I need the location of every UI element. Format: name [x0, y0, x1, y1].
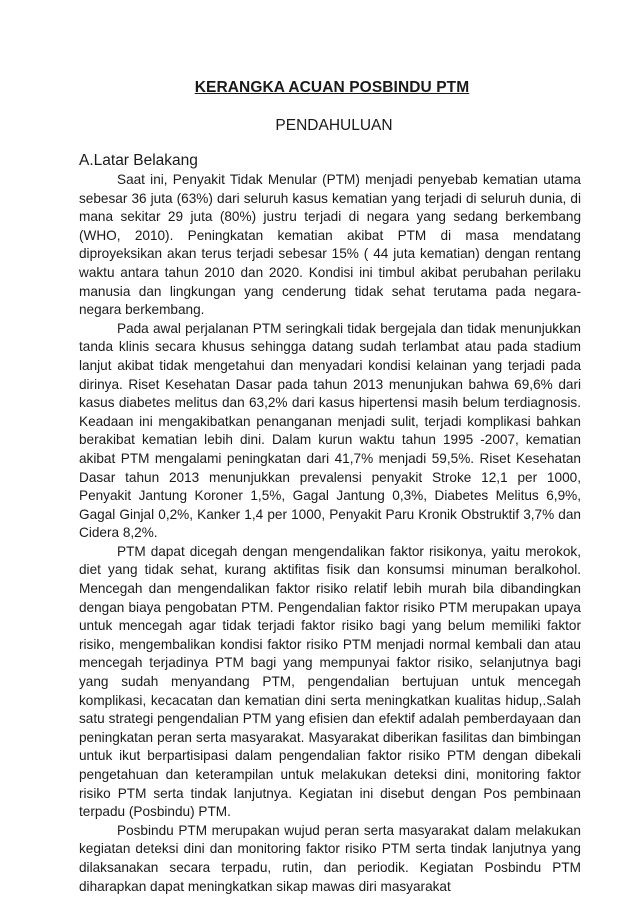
paragraph: Saat ini, Penyakit Tidak Menular (PTM) menjadi penyebab kematian utama sebesar 36 juta (63%) dari seluruh kasus kematian yang terjadi di seluruh dunia, di mana sekitar 29 juta (80%) justru terjadi di negara yang sedang berkembang (WHO, 2010). Peningkatan kematian akibat PTM di masa mendatang diproyeksikan akan terus terjadi sebesar 15% ( 44 juta kematian) dengan rentang waktu antara tahun 2010 dan 2020. Kondisi ini timbul akibat perubahan perilaku manusia dan lingkungan yang cenderung tidak sehat terutama pada negara-negara berkembang. — [79, 172, 581, 318]
paragraph: Pada awal perjalanan PTM seringkali tidak bergejala dan tidak menunjukkan tanda klinis secara khusus sehingga datang sudah terlambat atau pada stadium lanjut akibat tidak mengetahui dan menyadari kondisi kelainan yang terjadi pada dirinya. Riset Kesehatan Dasar pada tahun 2013 menunjukan bahwa 69,6% dari kasus diabetes melitus dan 63,2% dari kasus hipertensi masih belum terdiagnosis. Keadaan ini mengakibatkan penanganan menjadi sulit, terjadi komplikasi bahkan berakibat kematian lebih dini. Dalam kurun waktu tahun 1995 -2007, kematian akibat PTM mengalami peningkatan dari 41,7% menjadi 59,5%. Riset Kesehatan Dasar tahun 2013 menunjukkan prevalensi penyakit Stroke 12,1 per 1000, Penyakit Jantung Koroner 1,5%, Gagal Jantung 0,3%, Diabetes Melitus 6,9%, Gagal Ginjal 0,2%, Kanker 1,4 per 1000, Penyakit Paru Kronik Obstruktif 3,7% dan Cidera 8,2%. — [79, 320, 581, 541]
document-title: KERANGKA ACUAN POSBINDU PTM — [194, 79, 470, 96]
section-title: PENDAHULUAN — [275, 117, 393, 134]
paragraph: Posbindu PTM merupakan wujud peran serta masyarakat dalam melakukan kegiatan deteksi dini dan monitoring faktor risiko PTM serta tindak lanjutnya yang dilaksanakan secara terpadu, rutin, dan periodik. Kegiatan Posbindu PTM diharapkan dapat meningkatkan sikap mawas diri masyarakat — [79, 822, 581, 894]
paragraph: PTM dapat dicegah dengan mengendalikan faktor risikonya, yaitu merokok, diet yang tidak sehat, kurang aktifitas fisik dan konsumsi minuman beralkohol. Mencegah dan mengendalikan faktor risiko relatif lebih murah bila dibandingkan dengan biaya pengobatan PTM. Pengendalian faktor risiko PTM merupakan upaya untuk mencegah agar tidak terjadi faktor risiko bagi yang belum memiliki faktor risiko, mengembalikan kondisi faktor risiko PTM menjadi normal kembali dan atau mencegah terjadinya PTM bagi yang mempunyai faktor risiko, selanjutnya bagi yang sudah menyandang PTM, pengendalian bertujuan untuk mencegah komplikasi, kecacatan dan kematian dini serta meningkatkan kualitas hidup,.Salah satu strategi pengendalian PTM yang efisien dan efektif adalah pemberdayaan dan peningkatan peran serta masyarakat. Masyarakat diberikan fasilitas dan bimbingan untuk ikut berpartisipasi dalam pengendalian faktor risiko PTM dengan dibekali pengetahuan dan keterampilan untuk melakukan deteksi dini, monitoring faktor risiko PTM serta tindak lanjutnya. Kegiatan ini disebut dengan Pos pembinaan terpadu (Posbindu) PTM. — [79, 543, 581, 820]
subsection-heading: A.Latar Belakang — [79, 152, 198, 169]
